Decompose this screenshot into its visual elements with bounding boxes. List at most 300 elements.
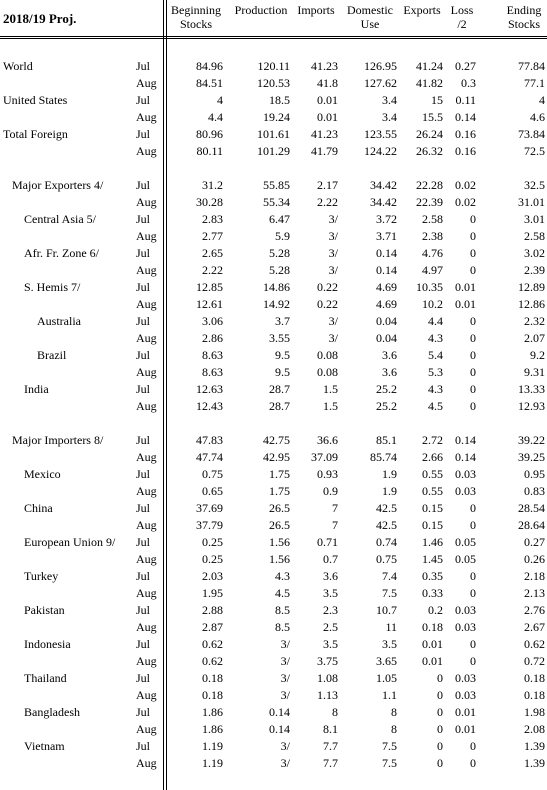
row-month: Aug: [136, 450, 157, 464]
cell-loss: 0.14: [455, 433, 476, 447]
cell-prod: 5.28: [269, 246, 290, 260]
cell-dom: 8: [391, 722, 397, 736]
cell-end: 12.89: [518, 280, 545, 294]
cell-prod: 3/: [280, 637, 290, 651]
cell-prod: 28.7: [269, 399, 290, 413]
cell-beg: 1.19: [202, 756, 223, 770]
cell-dom: 0.14: [376, 263, 397, 277]
row-month: Aug: [136, 263, 157, 277]
row-month: Aug: [136, 399, 157, 413]
cell-dom: 0.75: [376, 552, 397, 566]
cell-imp: 37.09: [311, 450, 338, 464]
cell-prod: 8.5: [275, 620, 290, 634]
cell-end: 77.1: [524, 76, 545, 90]
cell-dom: 0.74: [376, 535, 397, 549]
cell-prod: 8.5: [275, 603, 290, 617]
cell-loss: 0.03: [455, 484, 476, 498]
cell-imp: 2.3: [323, 603, 338, 617]
cell-beg: 1.86: [202, 722, 223, 736]
cell-beg: 0.62: [202, 654, 223, 668]
cell-dom: 25.2: [376, 399, 397, 413]
row-label: India: [24, 382, 49, 396]
cell-dom: 11: [385, 620, 397, 634]
cell-beg: 80.96: [196, 127, 223, 141]
cell-prod: 55.85: [263, 178, 290, 192]
cell-imp: 3/: [328, 263, 338, 277]
cell-exp: 0: [437, 705, 443, 719]
row-label: Mexico: [24, 467, 61, 481]
cell-loss: 0: [470, 331, 476, 345]
cell-dom: 42.5: [376, 501, 397, 515]
table-row: [0, 500, 547, 517]
cell-exp: 15: [431, 93, 443, 107]
cell-beg: 8.63: [202, 365, 223, 379]
column-header-line1: Imports: [297, 3, 335, 17]
cell-exp: 4.5: [428, 399, 443, 413]
cell-dom: 85.1: [376, 433, 397, 447]
cell-prod: 0.14: [269, 722, 290, 736]
row-label: European Union 9/: [24, 535, 116, 549]
cell-beg: 12.61: [196, 297, 223, 311]
cell-beg: 2.87: [202, 620, 223, 634]
table-row: [0, 194, 547, 211]
row-label: Brazil: [37, 348, 67, 362]
cell-loss: 0.03: [455, 467, 476, 481]
cell-end: 1.39: [524, 739, 545, 753]
cell-beg: 0.75: [202, 467, 223, 481]
cell-loss: 0.01: [455, 722, 476, 736]
cell-end: 9.31: [524, 365, 545, 379]
cell-imp: 3/: [328, 229, 338, 243]
cell-dom: 123.55: [364, 127, 397, 141]
row-label: Thailand: [24, 671, 67, 685]
cell-loss: 0.01: [455, 280, 476, 294]
cell-end: 28.54: [518, 501, 545, 515]
cell-imp: 3/: [328, 212, 338, 226]
cell-prod: 42.75: [263, 433, 290, 447]
cell-end: 12.86: [518, 297, 545, 311]
cell-loss: 0.14: [455, 110, 476, 124]
cell-exp: 0.2: [428, 603, 443, 617]
cell-exp: 0.15: [422, 518, 443, 532]
row-label: Pakistan: [24, 603, 65, 617]
row-month: Aug: [136, 76, 157, 90]
row-month: Aug: [136, 722, 157, 736]
cell-imp: 41.79: [311, 144, 338, 158]
cell-imp: 3/: [328, 331, 338, 345]
cell-imp: 7: [332, 518, 338, 532]
cell-dom: 1.9: [382, 484, 397, 498]
row-month: Aug: [136, 484, 157, 498]
cell-loss: 0.03: [455, 620, 476, 634]
row-month: Aug: [136, 229, 157, 243]
cell-exp: 0.15: [422, 501, 443, 515]
row-label: World: [3, 59, 33, 73]
cell-exp: 4.4: [428, 314, 443, 328]
cell-imp: 0.22: [317, 280, 338, 294]
cell-exp: 2.38: [422, 229, 443, 243]
cell-end: 32.5: [524, 178, 545, 192]
cell-exp: 0.01: [422, 637, 443, 651]
cell-dom: 7.4: [382, 569, 397, 583]
cell-loss: 0: [470, 518, 476, 532]
cell-exp: 10.2: [422, 297, 443, 311]
cell-dom: 7.5: [382, 586, 397, 600]
cell-dom: 1.05: [376, 671, 397, 685]
row-month: Jul: [136, 314, 151, 328]
cell-end: 0.18: [524, 671, 545, 685]
table-row: [0, 619, 547, 636]
cell-loss: 0: [470, 348, 476, 362]
cell-imp: 0.01: [317, 93, 338, 107]
cell-beg: 2.22: [202, 263, 223, 277]
cell-dom: 3.6: [382, 365, 397, 379]
cell-loss: 0: [470, 263, 476, 277]
cell-exp: 0: [437, 671, 443, 685]
cell-loss: 0: [470, 654, 476, 668]
cell-beg: 2.03: [202, 569, 223, 583]
row-month: Jul: [136, 212, 151, 226]
cell-imp: 1.5: [323, 399, 338, 413]
table-row: [0, 228, 547, 245]
column-header-line1: Ending: [506, 3, 542, 17]
cell-beg: 3.06: [202, 314, 223, 328]
cell-prod: 19.24: [263, 110, 290, 124]
table-row: [0, 126, 547, 143]
cell-exp: 1.45: [422, 552, 443, 566]
cell-imp: 36.6: [317, 433, 338, 447]
cell-prod: 3/: [280, 688, 290, 702]
cell-exp: 15.5: [422, 110, 443, 124]
row-month: Aug: [136, 144, 157, 158]
cell-dom: 1.1: [382, 688, 397, 702]
row-month: Jul: [136, 501, 151, 515]
cell-exp: 5.3: [428, 365, 443, 379]
cell-loss: 0.01: [455, 297, 476, 311]
cell-imp: 3.75: [317, 654, 338, 668]
cell-loss: 0.14: [455, 450, 476, 464]
cell-prod: 1.75: [269, 484, 290, 498]
cell-beg: 1.19: [202, 739, 223, 753]
cell-end: 2.07: [524, 331, 545, 345]
cell-prod: 3/: [280, 654, 290, 668]
cell-end: 4: [539, 93, 545, 107]
cell-dom: 3.4: [382, 93, 397, 107]
cell-loss: 0.02: [455, 178, 476, 192]
row-month: Jul: [136, 93, 151, 107]
row-month: Aug: [136, 518, 157, 532]
row-label: United States: [3, 93, 68, 107]
cell-end: 4.6: [530, 110, 545, 124]
cell-beg: 12.43: [196, 399, 223, 413]
cell-loss: 0: [470, 586, 476, 600]
cell-prod: 26.5: [269, 518, 290, 532]
cell-exp: 4.97: [422, 263, 443, 277]
row-month: Aug: [136, 195, 157, 209]
cell-imp: 41.23: [311, 127, 338, 141]
cell-exp: 0.35: [422, 569, 443, 583]
cell-exp: 0.18: [422, 620, 443, 634]
cell-exp: 1.46: [422, 535, 443, 549]
cell-loss: 0.16: [455, 127, 476, 141]
cell-end: 2.18: [524, 569, 545, 583]
cell-end: 2.76: [524, 603, 545, 617]
cell-exp: 4.3: [428, 331, 443, 345]
cell-end: 2.58: [524, 229, 545, 243]
cell-loss: 0: [470, 246, 476, 260]
row-label: S. Hemis 7/: [24, 280, 81, 294]
row-month: Aug: [136, 365, 157, 379]
header-divider-top: [0, 36, 547, 37]
cell-beg: 0.62: [202, 637, 223, 651]
cell-loss: 0: [470, 382, 476, 396]
column-header-line1: Loss: [450, 3, 474, 17]
cell-exp: 4.3: [428, 382, 443, 396]
cell-end: 72.5: [524, 144, 545, 158]
table-row: [0, 449, 547, 466]
cell-exp: 0.55: [422, 484, 443, 498]
row-label: Afr. Fr. Zone 6/: [24, 246, 99, 260]
cell-loss: 0.11: [455, 93, 476, 107]
cell-imp: 0.9: [323, 484, 338, 498]
cell-imp: 2.5: [323, 620, 338, 634]
cell-dom: 3.65: [376, 654, 397, 668]
cell-imp: 1.13: [317, 688, 338, 702]
cell-loss: 0: [470, 365, 476, 379]
table-row: [0, 245, 547, 262]
cell-prod: 14.92: [263, 297, 290, 311]
cell-dom: 10.7: [376, 603, 397, 617]
cell-end: 3.02: [524, 246, 545, 260]
cell-beg: 8.63: [202, 348, 223, 362]
cell-prod: 120.53: [257, 76, 290, 90]
cell-imp: 0.08: [317, 348, 338, 362]
cell-end: 28.64: [518, 518, 545, 532]
cell-beg: 80.11: [196, 144, 223, 158]
cell-dom: 7.5: [382, 739, 397, 753]
column-header-line1: Domestic: [347, 3, 393, 17]
table-row: [0, 262, 547, 279]
cell-exp: 4.76: [422, 246, 443, 260]
cell-dom: 0.14: [376, 246, 397, 260]
table-row: [0, 92, 547, 109]
cell-loss: 0: [470, 739, 476, 753]
table-header: [0, 0, 547, 36]
cell-imp: 8.1: [323, 722, 338, 736]
cell-loss: 0.03: [455, 688, 476, 702]
table-row: [0, 704, 547, 721]
table-row: [0, 670, 547, 687]
cell-prod: 18.5: [269, 93, 290, 107]
cell-end: 0.26: [524, 552, 545, 566]
cell-prod: 1.75: [269, 467, 290, 481]
cell-exp: 2.72: [422, 433, 443, 447]
cell-end: 0.95: [524, 467, 545, 481]
table-row: [0, 211, 547, 228]
cell-dom: 3.72: [376, 212, 397, 226]
cell-end: 39.25: [518, 450, 545, 464]
cell-dom: 3.6: [382, 348, 397, 362]
cell-exp: 0.55: [422, 467, 443, 481]
cell-dom: 8: [391, 705, 397, 719]
column-header-end: [484, 3, 547, 31]
cell-dom: 1.9: [382, 467, 397, 481]
table-row: [0, 585, 547, 602]
row-label: Total Foreign: [3, 127, 68, 141]
cell-dom: 124.22: [364, 144, 397, 158]
cell-dom: 0.04: [376, 314, 397, 328]
cell-prod: 1.56: [269, 535, 290, 549]
column-header-line1: Beginning: [171, 3, 221, 17]
cell-dom: 3.5: [382, 637, 397, 651]
cell-imp: 3.5: [323, 637, 338, 651]
cell-prod: 26.5: [269, 501, 290, 515]
table-row: [0, 109, 547, 126]
cell-prod: 28.7: [269, 382, 290, 396]
cell-beg: 0.65: [202, 484, 223, 498]
cell-imp: 1.08: [317, 671, 338, 685]
row-month: Aug: [136, 110, 157, 124]
cell-dom: 4.69: [376, 280, 397, 294]
row-month: Jul: [136, 705, 151, 719]
cell-prod: 14.86: [263, 280, 290, 294]
cell-loss: 0.27: [455, 59, 476, 73]
cell-end: 0.62: [524, 637, 545, 651]
cell-end: 2.39: [524, 263, 545, 277]
cell-end: 0.18: [524, 688, 545, 702]
row-month: Jul: [136, 246, 151, 260]
cell-prod: 101.61: [257, 127, 290, 141]
cell-exp: 0: [437, 739, 443, 753]
cell-end: 1.39: [524, 756, 545, 770]
row-month: Aug: [136, 654, 157, 668]
cell-beg: 47.74: [196, 450, 223, 464]
table-row: [0, 347, 547, 364]
row-month: Jul: [136, 127, 151, 141]
cell-loss: 0.05: [455, 535, 476, 549]
cell-beg: 37.69: [196, 501, 223, 515]
cell-exp: 22.28: [416, 178, 443, 192]
cell-imp: 3.5: [323, 586, 338, 600]
row-month: Jul: [136, 59, 151, 73]
cell-dom: 3.71: [376, 229, 397, 243]
cell-loss: 0: [470, 399, 476, 413]
cell-end: 0.27: [524, 535, 545, 549]
cell-loss: 0: [470, 637, 476, 651]
row-label: Turkey: [24, 569, 59, 583]
cell-prod: 3.7: [275, 314, 290, 328]
row-month: Jul: [136, 603, 151, 617]
table-row: [0, 279, 547, 296]
cell-beg: 12.85: [196, 280, 223, 294]
row-month: Jul: [136, 739, 151, 753]
cell-end: 77.84: [518, 59, 545, 73]
cell-end: 31.01: [518, 195, 545, 209]
cell-dom: 34.42: [370, 195, 397, 209]
cell-exp: 2.66: [422, 450, 443, 464]
cell-prod: 9.5: [275, 365, 290, 379]
cell-end: 3.01: [524, 212, 545, 226]
cell-loss: 0.16: [455, 144, 476, 158]
table-row: [0, 534, 547, 551]
cell-prod: 9.5: [275, 348, 290, 362]
row-month: Jul: [136, 467, 151, 481]
table-row: [0, 398, 547, 415]
row-month: Aug: [136, 331, 157, 345]
cell-imp: 0.7: [323, 552, 338, 566]
cell-imp: 7.7: [323, 739, 338, 753]
cell-imp: 7: [332, 501, 338, 515]
column-header-line1: Production: [234, 3, 288, 17]
cell-end: 1.98: [524, 705, 545, 719]
cell-imp: 7.7: [323, 756, 338, 770]
row-label: Central Asia 5/: [24, 212, 96, 226]
column-header-line2: Use: [360, 17, 380, 31]
cell-beg: 2.88: [202, 603, 223, 617]
cell-loss: 0: [470, 501, 476, 515]
cell-prod: 5.9: [275, 229, 290, 243]
table-row: [0, 636, 547, 653]
table-row: [0, 58, 547, 75]
table-row: [0, 177, 547, 194]
header-divider-bottom: [0, 38, 547, 39]
table-row: [0, 313, 547, 330]
cell-exp: 0.01: [422, 654, 443, 668]
cell-end: 2.32: [524, 314, 545, 328]
row-label: Major Importers 8/: [12, 433, 104, 447]
row-label: Major Exporters 4/: [12, 178, 104, 192]
row-month: Aug: [136, 297, 157, 311]
cell-loss: 0.03: [455, 603, 476, 617]
cell-exp: 10.35: [416, 280, 443, 294]
cell-beg: 0.25: [202, 535, 223, 549]
column-header-line1: Exports: [403, 3, 441, 17]
column-header-line2: Stocks: [179, 17, 212, 31]
row-label: Indonesia: [24, 637, 71, 651]
table-row: [0, 296, 547, 313]
table-title: 2018/19 Proj.: [3, 11, 77, 26]
cell-beg: 0.18: [202, 688, 223, 702]
cell-imp: 0.93: [317, 467, 338, 481]
table-row: [0, 483, 547, 500]
cell-beg: 0.18: [202, 671, 223, 685]
cell-beg: 2.86: [202, 331, 223, 345]
table-row: [0, 568, 547, 585]
cell-prod: 55.34: [263, 195, 290, 209]
cell-exp: 5.4: [428, 348, 443, 362]
row-label: Vietnam: [24, 739, 65, 753]
cell-imp: 0.08: [317, 365, 338, 379]
table-row: [0, 602, 547, 619]
cell-end: 12.93: [518, 399, 545, 413]
cell-beg: 4: [217, 93, 223, 107]
cell-exp: 0: [437, 688, 443, 702]
table-row: [0, 738, 547, 755]
cell-end: 0.83: [524, 484, 545, 498]
cell-dom: 0.04: [376, 331, 397, 345]
cell-exp: 0.33: [422, 586, 443, 600]
table-row: [0, 687, 547, 704]
row-month: Aug: [136, 586, 157, 600]
cell-loss: 0.02: [455, 195, 476, 209]
cell-beg: 47.83: [196, 433, 223, 447]
row-label: Australia: [37, 314, 81, 328]
cell-loss: 0: [470, 229, 476, 243]
cell-beg: 30.28: [196, 195, 223, 209]
cell-beg: 0.25: [202, 552, 223, 566]
row-month: Jul: [136, 637, 151, 651]
cell-prod: 1.56: [269, 552, 290, 566]
